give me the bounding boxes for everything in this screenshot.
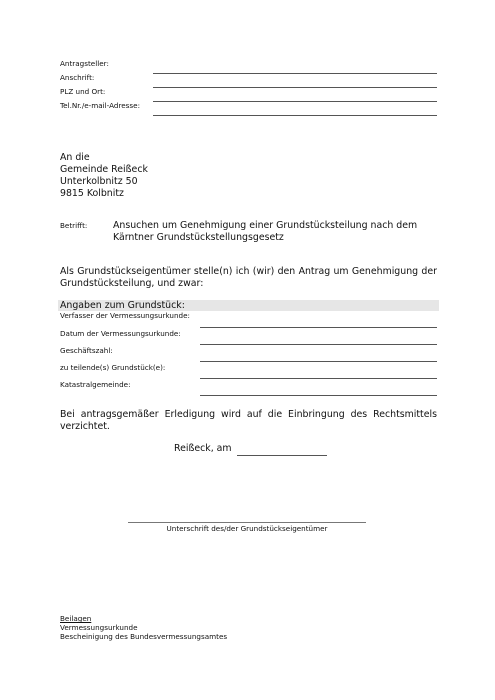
recipient-address xyxy=(60,152,148,200)
waiver-line: Bei antragsgemäßer Erledigung wird auf die Einbringung des Rechtsmittels xyxy=(60,409,437,420)
address-label: Anschrift: xyxy=(60,73,95,82)
applicant-label: Antragsteller: xyxy=(60,59,109,68)
subject-line: Ansuchen um Genehmigung einer Grundstücksteilung nach dem xyxy=(113,220,418,231)
intro-line: Als Grundstückseigentümer stelle(n) ich (wir) den Antrag um Genehmigung der xyxy=(60,266,437,277)
waiver-line: verzichtet. xyxy=(60,421,110,432)
subject-label: Betrifft: xyxy=(60,221,88,230)
file-number-input-line[interactable] xyxy=(200,361,437,362)
date-input-line[interactable] xyxy=(237,455,327,456)
recipient-line: Gemeinde Reißeck xyxy=(60,164,148,175)
cadastral-community-input-line[interactable] xyxy=(200,395,437,396)
recipient-line: 9815 Kolbnitz xyxy=(60,188,124,199)
field-label-survey-date: Datum der Vermessungsurkunde: xyxy=(60,329,181,338)
applicant-input-line[interactable] xyxy=(153,73,437,74)
waiver-paragraph xyxy=(60,409,437,433)
surveyor-input-line[interactable] xyxy=(200,327,437,328)
phone-email-input-line[interactable] xyxy=(153,115,437,116)
survey-date-input-line[interactable] xyxy=(200,344,437,345)
field-label-surveyor: Verfasser der Vermessungsurkunde: xyxy=(60,311,190,320)
subject-line: Kärntner Grundstückstellungsgesetz xyxy=(113,232,284,243)
attachment-item: Bescheinigung des Bundesvermessungsamtes xyxy=(60,632,228,641)
phone-email-label: Tel.Nr./e-mail-Adresse: xyxy=(60,101,141,110)
recipient-line: An die xyxy=(60,152,90,163)
date-label: Reißeck, am xyxy=(174,443,232,454)
field-label-parcels: zu teilende(s) Grundstück(e): xyxy=(60,363,166,372)
recipient-line: Unterkolbnitz 50 xyxy=(60,176,138,187)
intro-paragraph xyxy=(60,266,437,290)
subject-text xyxy=(113,220,417,244)
attachments-heading: Beilagen xyxy=(60,614,92,623)
attachment-item: Vermessungsurkunde xyxy=(60,623,138,632)
field-label-file-number: Geschäftszahl: xyxy=(60,346,113,355)
parcels-input-line[interactable] xyxy=(200,378,437,379)
signature-line[interactable] xyxy=(128,522,366,523)
intro-line: Grundstücksteilung, und zwar: xyxy=(60,278,204,289)
address-input-line[interactable] xyxy=(153,87,437,88)
field-label-cadastral-community: Katastralgemeinde: xyxy=(60,380,131,389)
postal-city-input-line[interactable] xyxy=(153,101,437,102)
parcel-heading: Angaben zum Grundstück: xyxy=(58,300,439,311)
signature-caption: Unterschrift des/der Grundstückseigentümer xyxy=(166,524,328,533)
postal-city-label: PLZ und Ort: xyxy=(60,87,106,96)
